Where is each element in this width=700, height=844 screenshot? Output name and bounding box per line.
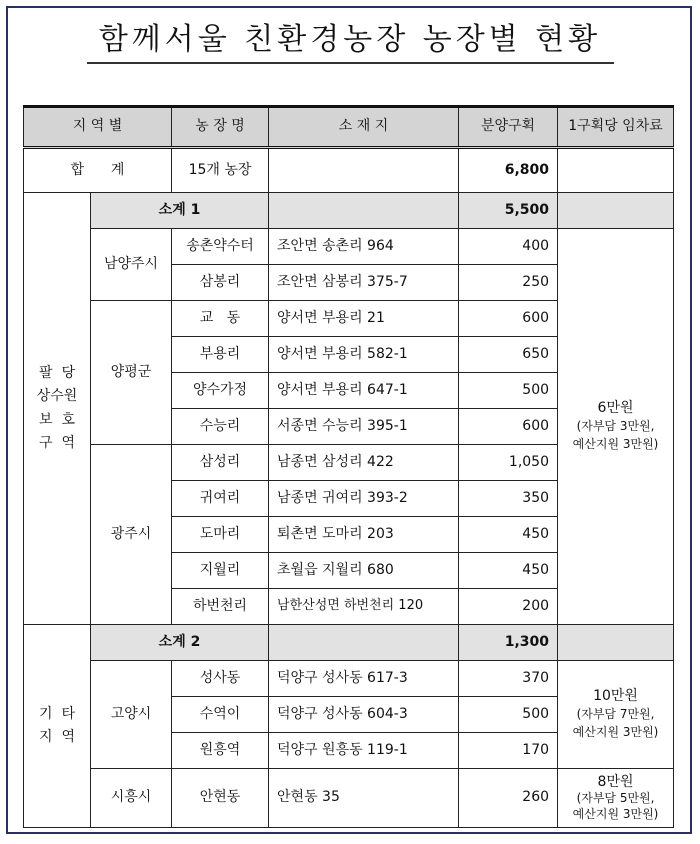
rent-amount: 8만원 <box>597 773 634 790</box>
region-line: 지 역 <box>39 729 75 745</box>
farm-plots: 250 <box>459 265 558 301</box>
farm-plots: 450 <box>459 517 558 553</box>
farm-name: 수능리 <box>172 409 269 445</box>
rent-detail: 예산지원 3만원) <box>572 806 659 821</box>
total-location <box>269 148 459 193</box>
table-row <box>24 661 674 697</box>
rent-detail: 예산지원 3만원) <box>572 725 659 740</box>
farm-address: 퇴촌면 도마리 203 <box>269 517 459 553</box>
farm-name: 안현동 <box>172 769 269 828</box>
farm-address: 안현동 35 <box>269 769 459 828</box>
farm-name: 삼성리 <box>172 445 269 481</box>
farm-name: 삼봉리 <box>172 265 269 301</box>
header-rent: 1구획당 임차료 <box>558 107 674 148</box>
farm-address: 서종면 수능리 395-1 <box>269 409 459 445</box>
header-region: 지 역 별 <box>24 107 172 148</box>
farm-plots: 350 <box>459 481 558 517</box>
total-label: 합 계 <box>24 148 172 193</box>
region-line: 기 타 <box>39 705 75 722</box>
farm-address: 남한산성면 하번천리 120 <box>269 589 459 625</box>
subtotal-label: 소계 2 <box>91 625 269 661</box>
table-row <box>24 229 674 265</box>
total-plots: 6,800 <box>459 148 558 193</box>
farm-name: 귀여리 <box>172 481 269 517</box>
city-cell: 광주시 <box>91 445 172 625</box>
rent-amount: 10만원 <box>593 687 638 704</box>
header-location: 소 재 지 <box>269 107 459 148</box>
farm-plots: 200 <box>459 589 558 625</box>
region-line: 구 역 <box>39 434 75 451</box>
title-underline <box>87 62 614 64</box>
subtotal-plots: 1,300 <box>459 625 558 661</box>
rent-detail: (자부담 5만원, <box>576 791 655 806</box>
table-header-row <box>24 107 674 148</box>
farm-plots: 650 <box>459 337 558 373</box>
farm-plots: 170 <box>459 733 558 769</box>
farm-address: 양서면 부용리 582-1 <box>269 337 459 373</box>
farm-name: 교 동 <box>172 301 269 337</box>
farm-address: 양서면 부용리 21 <box>269 301 459 337</box>
farm-status-table <box>23 105 674 828</box>
farm-address: 조안면 송촌리 964 <box>269 229 459 265</box>
farm-name: 하번천리 <box>172 589 269 625</box>
farm-address: 덕양구 원흥동 119-1 <box>269 733 459 769</box>
farm-plots: 600 <box>459 301 558 337</box>
region-line: 상수원 <box>36 388 78 405</box>
farm-plots: 260 <box>459 769 558 828</box>
subtotal-row <box>24 193 674 229</box>
region-line: 팔 당 <box>39 365 75 382</box>
subtotal-row <box>24 625 674 661</box>
rent-cell <box>558 661 674 769</box>
total-row <box>24 148 674 193</box>
header-farm: 농 장 명 <box>172 107 269 148</box>
farm-name: 성사동 <box>172 661 269 697</box>
farm-address: 조안면 삼봉리 375-7 <box>269 265 459 301</box>
subtotal-label: 소계 1 <box>91 193 269 229</box>
farm-address: 남종면 삼성리 422 <box>269 445 459 481</box>
city-cell: 양평군 <box>91 301 172 445</box>
total-rent <box>558 148 674 193</box>
city-cell: 고양시 <box>91 661 172 769</box>
farm-plots: 600 <box>459 409 558 445</box>
farm-plots: 500 <box>459 697 558 733</box>
rent-cell <box>558 229 674 625</box>
subtotal-plots: 5,500 <box>459 193 558 229</box>
farm-address: 덕양구 성사동 617-3 <box>269 661 459 697</box>
header-plots: 분양구획 <box>459 107 558 148</box>
farm-plots: 450 <box>459 553 558 589</box>
farm-address: 남종면 귀여리 393-2 <box>269 481 459 517</box>
total-farms: 15개 농장 <box>172 148 269 193</box>
subtotal-location <box>269 625 459 661</box>
subtotal-rent <box>558 625 674 661</box>
rent-detail: (자부담 7만원, <box>576 707 655 722</box>
farm-name: 송촌약수터 <box>172 229 269 265</box>
farm-name: 수역이 <box>172 697 269 733</box>
city-cell: 남양주시 <box>91 229 172 301</box>
city-cell: 시흥시 <box>91 769 172 828</box>
farm-name: 지월리 <box>172 553 269 589</box>
subtotal-rent <box>558 193 674 229</box>
region-cell-other <box>24 625 91 828</box>
farm-address: 덕양구 성사동 604-3 <box>269 697 459 733</box>
page-title: 함께서울 친환경농장 농장별 현황 <box>98 22 602 57</box>
farm-plots: 370 <box>459 661 558 697</box>
farm-address: 초월읍 지월리 680 <box>269 553 459 589</box>
farm-address: 양서면 부용리 647-1 <box>269 373 459 409</box>
farm-name: 원흥역 <box>172 733 269 769</box>
farm-name: 양수가정 <box>172 373 269 409</box>
region-cell-paldang <box>24 193 91 625</box>
farm-name: 부용리 <box>172 337 269 373</box>
rent-cell <box>558 769 674 828</box>
table-row <box>24 769 674 828</box>
subtotal-location <box>269 193 459 229</box>
rent-amount: 6만원 <box>597 399 634 416</box>
region-line: 보 호 <box>39 411 75 428</box>
farm-plots: 400 <box>459 229 558 265</box>
farm-name: 도마리 <box>172 517 269 553</box>
rent-detail: (자부담 3만원, <box>576 419 655 434</box>
rent-detail: 예산지원 3만원) <box>572 437 659 452</box>
farm-plots: 500 <box>459 373 558 409</box>
farm-plots: 1,050 <box>459 445 558 481</box>
